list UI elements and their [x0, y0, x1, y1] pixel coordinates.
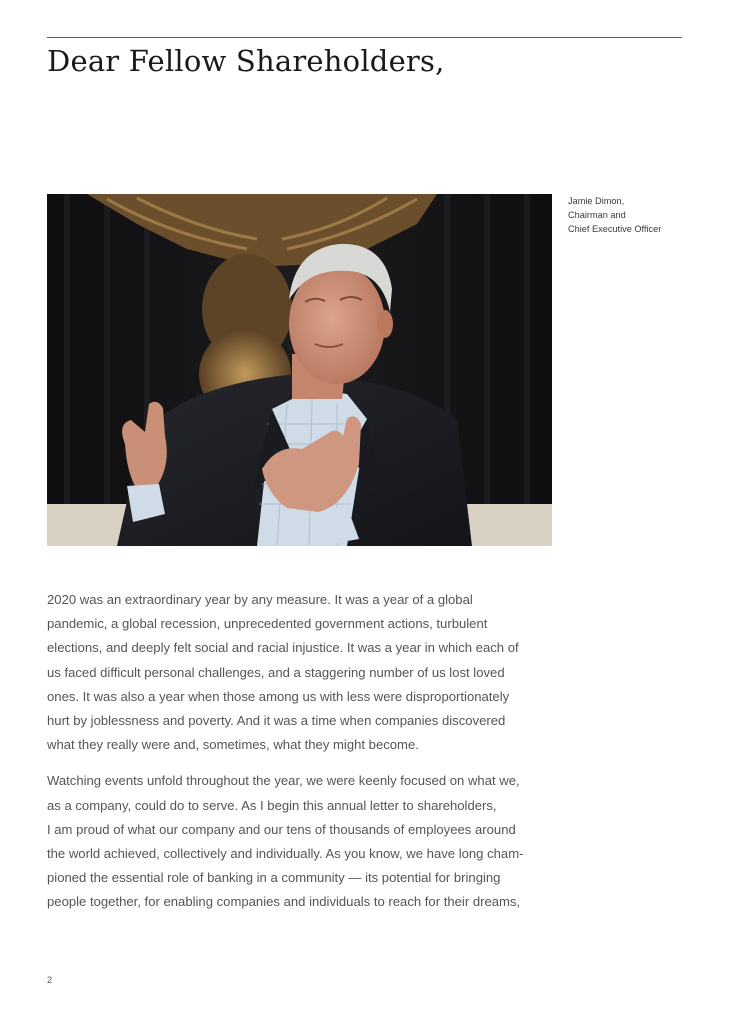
- portrait-photo: [47, 194, 552, 546]
- caption-title-line-1: Chairman and: [568, 210, 626, 220]
- page-number: 2: [47, 975, 53, 985]
- text-line: hurt by joblessness and poverty. And it was a time when companies discovered: [47, 713, 506, 729]
- text-line: the world achieved, collectively and individually. As you know, we have long cham-: [47, 846, 524, 862]
- portrait-illustration: [47, 194, 552, 546]
- photo-caption: [568, 194, 661, 236]
- top-rule: [47, 37, 682, 38]
- text-line: ones. It was also a year when those among us with less were disproportionately: [47, 688, 510, 704]
- text-line: Watching events unfold throughout the year, we were keenly focused on what we,: [47, 773, 520, 789]
- letter-body: [47, 588, 557, 927]
- text-line: I am proud of what our company and our tens of thousands of employees around: [47, 821, 516, 837]
- caption-name: Jamie Dimon,: [568, 196, 625, 206]
- page-title: Dear Fellow Shareholders,: [47, 44, 445, 78]
- text-line: as a company, could do to serve. As I begin this annual letter to shareholders,: [47, 797, 497, 813]
- text-line: us faced difficult personal challenges, and a staggering number of us lost loved: [47, 664, 505, 680]
- paragraph-2: [47, 769, 557, 914]
- text-line: people together, for enabling companies and individuals to reach for their dreams,: [47, 894, 521, 910]
- text-line: what they really were and, sometimes, what they might become.: [47, 737, 419, 753]
- text-line: pioned the essential role of banking in a community — its potential for bringing: [47, 870, 501, 886]
- paragraph-1: [47, 588, 557, 757]
- text-line: elections, and deeply felt social and racial injustice. It was a year in which each of: [47, 640, 519, 656]
- text-line: 2020 was an extraordinary year by any measure. It was a year of a global: [47, 592, 473, 607]
- text-line: pandemic, a global recession, unprecedented government actions, turbulent: [47, 616, 488, 632]
- caption-title-line-2: Chief Executive Officer: [568, 224, 662, 234]
